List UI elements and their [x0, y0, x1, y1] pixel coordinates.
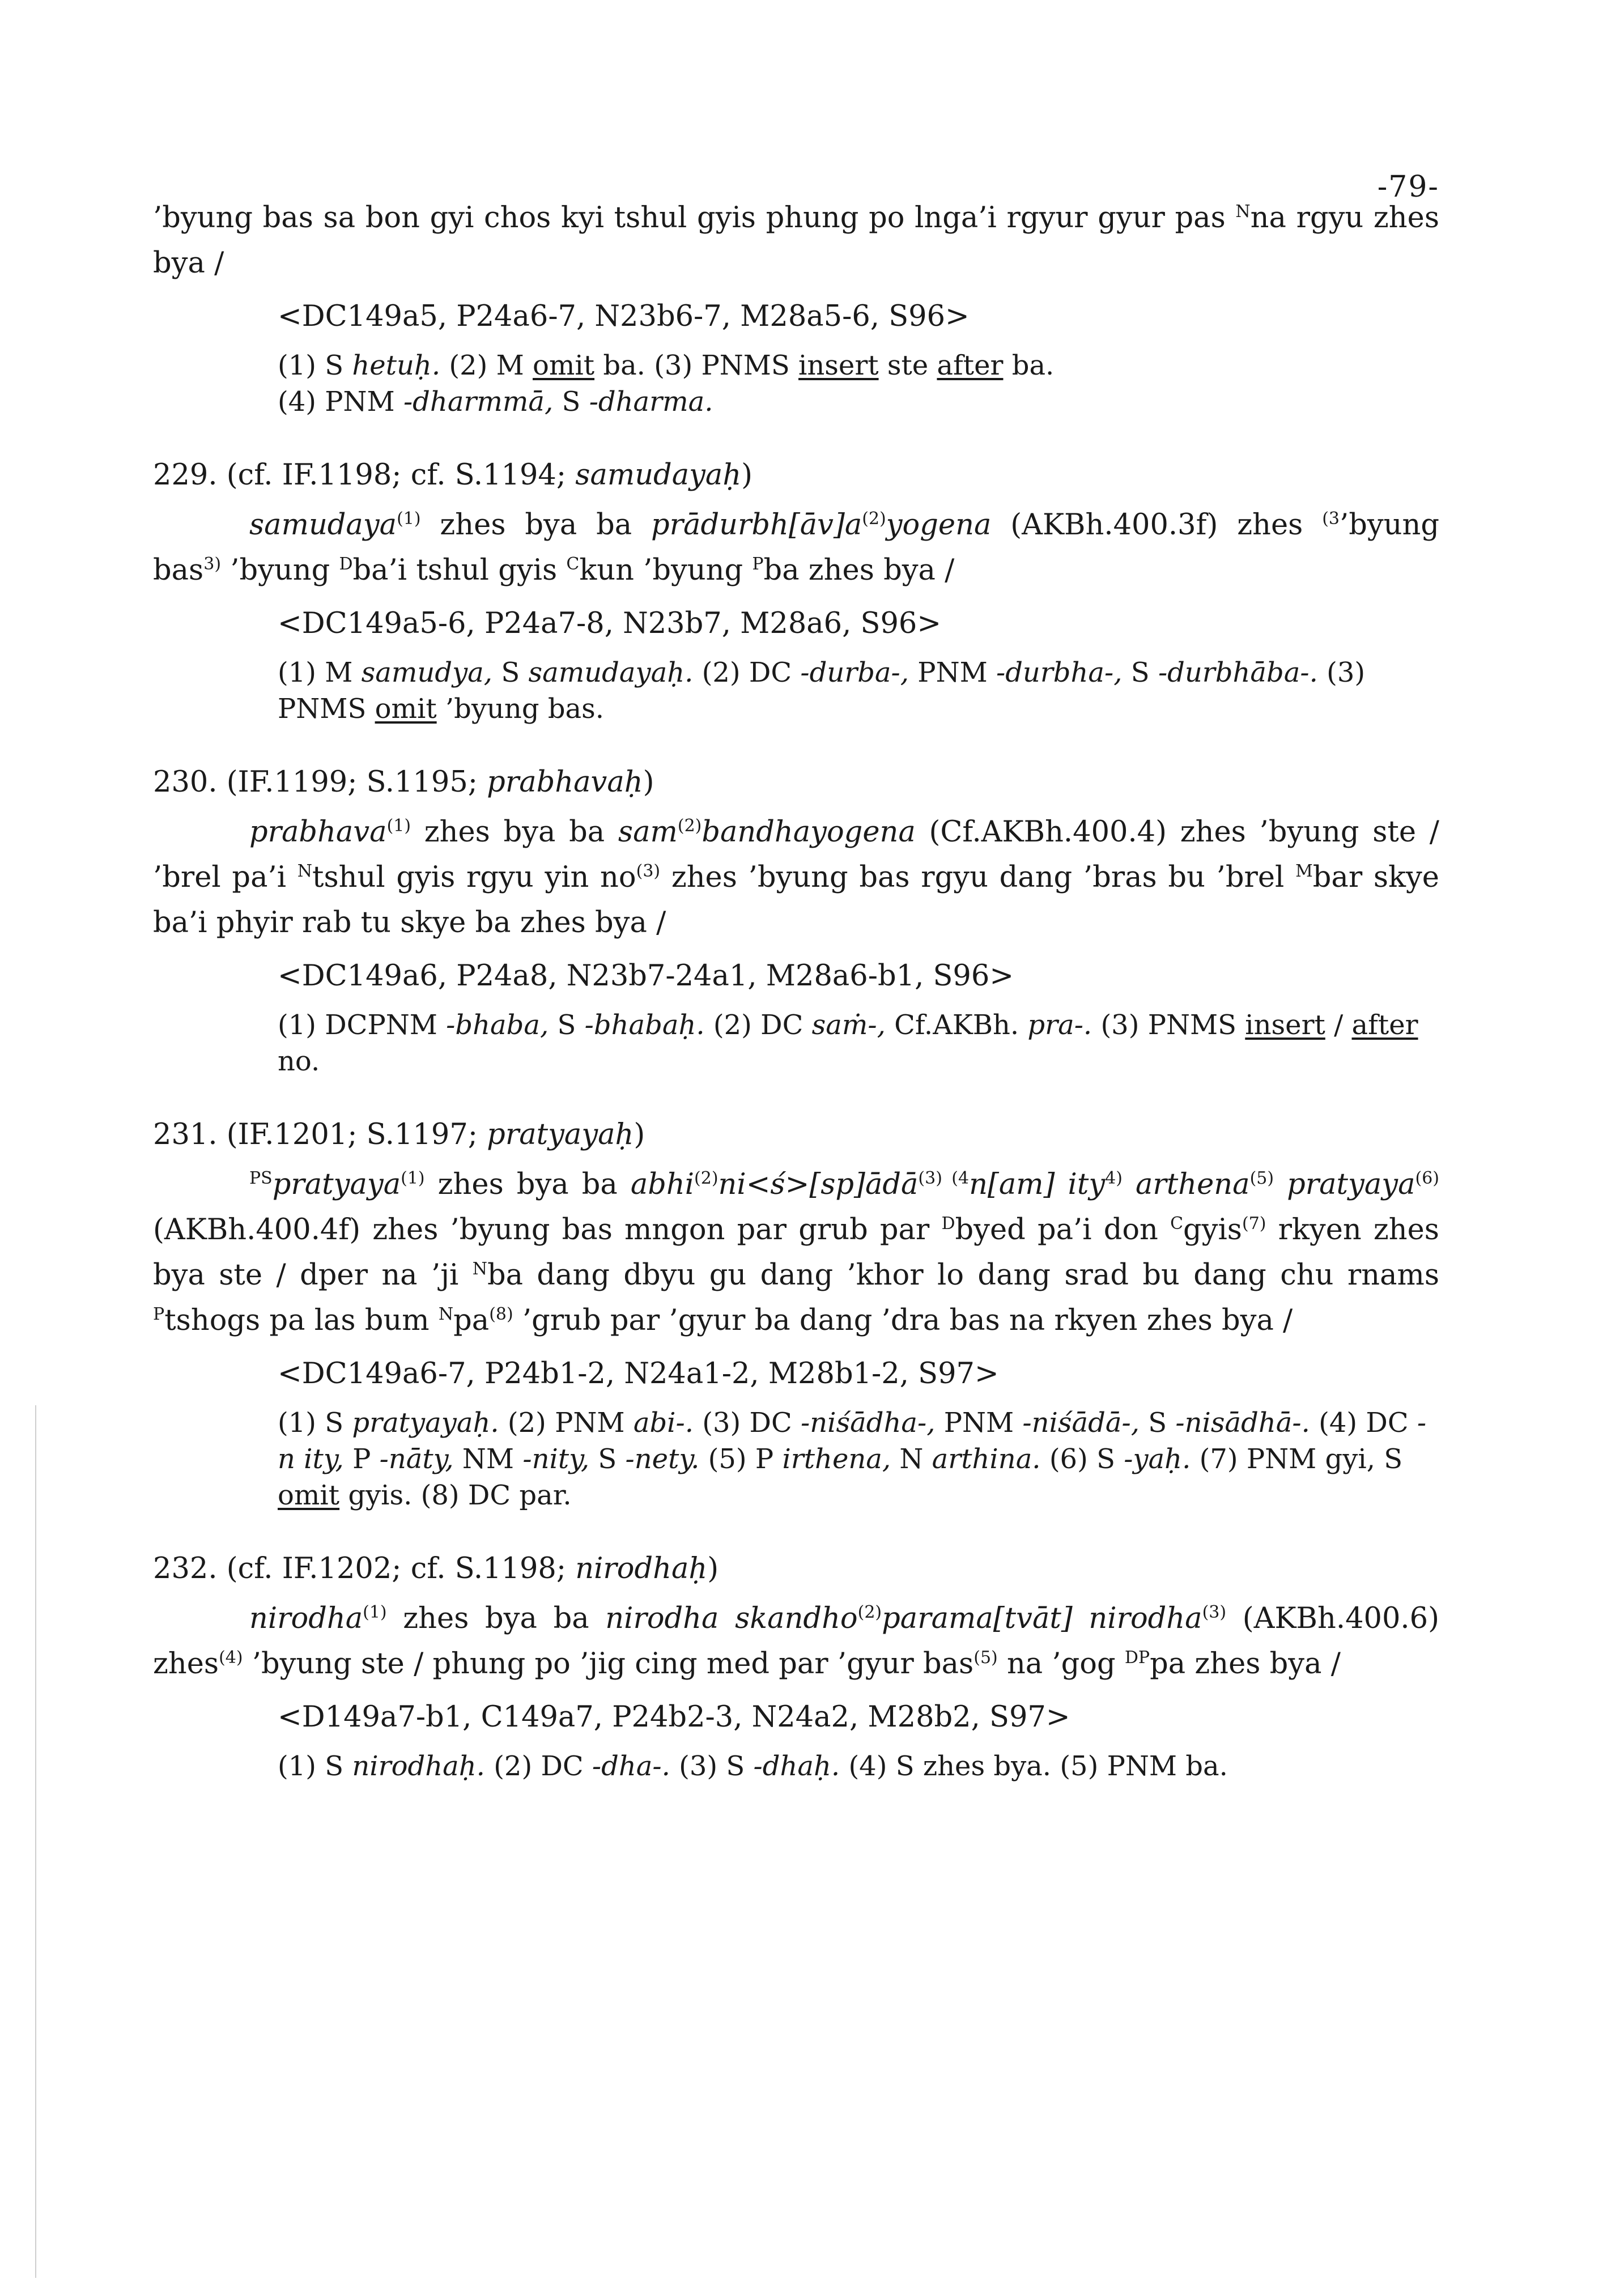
sanskrit-term: -niśādha-, — [800, 1407, 936, 1439]
text-run: na ’gog — [997, 1647, 1125, 1681]
sanskrit-term: -n ity, — [278, 1407, 1427, 1475]
ms-marker: P — [752, 554, 764, 574]
footnote-number: (2) — [694, 1168, 719, 1188]
sanskrit-term: -durbhāba-. — [1158, 657, 1318, 688]
text-run: (5) P — [708, 1443, 783, 1475]
footnote-number: (7) — [1242, 1214, 1266, 1234]
underlined-term: insert — [798, 350, 879, 381]
footnote-number: (5) — [973, 1648, 998, 1668]
footnote-number: (2) — [857, 1602, 882, 1622]
underlined-term: omit — [375, 693, 437, 725]
text-run: (8) DC par. — [412, 1479, 572, 1511]
sanskrit-term: sam — [618, 815, 678, 849]
sanskrit-term: nirodha skandho — [605, 1602, 858, 1635]
text-run: no. — [278, 1045, 320, 1077]
text-run: ’byung bas sa bon gyi chos kyi tshul gyis phung po lnga’i rgyur gyur pas — [153, 201, 1236, 235]
text-run: Cf.AKBh. — [885, 1009, 1028, 1041]
footnote-number: (3) — [636, 861, 661, 881]
text-run: (7) PNM gyi, S — [1191, 1443, 1403, 1475]
sanskrit-term: -bhaba, — [446, 1009, 549, 1041]
footnote-number: (3) — [918, 1168, 942, 1188]
ms-marker: N — [1235, 202, 1251, 222]
footnote-number: 3) — [203, 554, 222, 574]
footnote-number: (8) — [489, 1304, 513, 1324]
entry-text — [153, 1596, 1439, 1687]
underlined-term: omit — [533, 350, 595, 381]
sanskrit-term: yogena — [886, 508, 992, 542]
entry-heading — [153, 1546, 1439, 1592]
sanskrit-term: nirodhaḥ — [575, 1552, 708, 1585]
sanskrit-term: samudya, — [361, 657, 493, 688]
text-run: P — [343, 1443, 380, 1475]
ms-marker: N — [297, 861, 312, 881]
text-run: (4) PNM — [278, 386, 403, 418]
note-row — [278, 384, 1439, 420]
text-run: ba. — [1003, 350, 1055, 381]
footnote-number: (1) — [401, 1168, 425, 1188]
sanskrit-term: irthena, — [782, 1443, 891, 1475]
text-run: (3) DC — [694, 1407, 801, 1439]
text-run: (2) M — [440, 350, 533, 381]
text-run: S — [549, 1009, 585, 1041]
text-run: S — [1122, 657, 1158, 688]
sanskrit-term: samudaya — [249, 508, 397, 542]
ms-marker: P — [153, 1304, 165, 1324]
text-run: (1) DCPNM — [278, 1009, 447, 1041]
text-run: / — [1325, 1009, 1352, 1041]
note-row — [278, 347, 1439, 384]
text-run: tshogs pa las bum — [164, 1304, 439, 1337]
ms-marker: C — [1170, 1214, 1184, 1234]
ms-marker: M — [1295, 861, 1313, 881]
footnotes — [153, 1007, 1439, 1079]
sanskrit-term: -bhabaḥ. — [584, 1009, 705, 1041]
footnote-number: 4) — [1105, 1168, 1123, 1188]
footnotes — [153, 1405, 1439, 1513]
text-run: (Cf.AKBh.400.4) zhes ’byung ste / ’brel pa’i — [153, 815, 1439, 894]
text-run: NM — [453, 1443, 523, 1475]
text-run: (3) PNMS — [278, 657, 1366, 725]
sanskrit-term: pratyaya — [272, 1168, 401, 1201]
text-run: S — [589, 1443, 626, 1475]
manuscript-refs: <DC149a6, P24a8, N23b7-24a1, M28a6-b1, S96> — [278, 959, 1014, 993]
text-run: (2) DC — [704, 1009, 812, 1041]
entry-text — [153, 1162, 1439, 1343]
sanskrit-term: nirodha — [249, 1602, 363, 1635]
entry-228-continuation — [153, 195, 1439, 420]
text-run: (4) S zhes bya. — [840, 1750, 1052, 1782]
footnote-number: (1) — [363, 1602, 387, 1622]
text-run: ’byung ste / phung po ’jig cing med par ’gyur bas — [243, 1647, 974, 1681]
text-run: (AKBh.400.6) zhes — [153, 1602, 1439, 1681]
manuscript-refs: <D149a7-b1, C149a7, P24b2-3, N24a2, M28b2, S97> — [278, 1700, 1070, 1734]
text-run: (3) PNMS — [1092, 1009, 1245, 1041]
sanskrit-term: -nity, — [522, 1443, 590, 1475]
sanskrit-term: parama[tvāt] nirodha — [882, 1602, 1202, 1635]
footnotes — [153, 347, 1439, 420]
sanskrit-term: pra-. — [1027, 1009, 1092, 1041]
sanskrit-term: -dharmmā, — [403, 386, 554, 418]
manuscript-refs: <DC149a6-7, P24b1-2, N24a1-2, M28b1-2, S97> — [278, 1357, 999, 1391]
text-run: (2) DC — [484, 1750, 592, 1782]
sanskrit-term: pratyayaḥ. — [352, 1407, 499, 1439]
sanskrit-term: saṁ-, — [811, 1009, 886, 1041]
text-run: na rgyu zhes bya / — [153, 201, 1439, 280]
underlined-term: after — [937, 350, 1004, 381]
entry-heading — [153, 1112, 1439, 1158]
ms-marker: DP — [1124, 1648, 1150, 1668]
text-run: 229. (cf. IF.1198; cf. S.1194; — [153, 458, 576, 492]
sanskrit-term: n[am] ity — [969, 1168, 1106, 1201]
text-run: PNM — [909, 657, 996, 688]
footnote-number: (4) — [219, 1648, 243, 1668]
text-run: ’byung — [221, 554, 339, 587]
footnotes — [153, 1748, 1439, 1784]
text-run: (1) S — [278, 1407, 352, 1439]
ms-marker: D — [339, 554, 353, 574]
footnotes — [153, 654, 1439, 727]
text-run: (1) S — [278, 1750, 352, 1782]
entry-231 — [153, 1112, 1439, 1513]
text-run: bar skye ba’i phyir rab tu skye ba zhes bya / — [153, 861, 1439, 939]
text-run: (2) PNM — [499, 1407, 634, 1439]
ms-marker: C — [566, 554, 580, 574]
text-run: zhes bya ba — [424, 1168, 631, 1201]
footnote-number: (3 — [1322, 509, 1340, 529]
entry-heading — [153, 453, 1439, 498]
text-run: 230. (IF.1199; S.1195; — [153, 766, 487, 799]
sanskrit-term: nirodhaḥ. — [352, 1750, 485, 1782]
sanskrit-term: -dhaḥ. — [753, 1750, 840, 1782]
sanskrit-term: abi-. — [633, 1407, 694, 1439]
text-run: kun ’byung — [579, 554, 753, 587]
text-run: (1) S — [278, 350, 352, 381]
text-run: (AKBh.400.3f) zhes — [991, 508, 1323, 542]
footnote-number: (2) — [677, 816, 702, 836]
footnote-number: (3) — [1202, 1602, 1227, 1622]
sanskrit-term: hetuḥ. — [352, 350, 441, 381]
sanskrit-term: pratyaya — [1274, 1168, 1415, 1201]
footnote-number: (1) — [386, 816, 411, 836]
text-run: zhes bya ba — [386, 1602, 606, 1635]
sanskrit-term: -nāty, — [379, 1443, 454, 1475]
entry-heading — [153, 760, 1439, 805]
entry-text — [153, 503, 1439, 593]
sanskrit-term: -niśādā-, — [1022, 1407, 1140, 1439]
text-run: ba. (3) PNMS — [594, 350, 799, 381]
text-run: gyis. — [339, 1479, 413, 1511]
text-run: 231. (IF.1201; S.1197; — [153, 1118, 487, 1151]
entry-232 — [153, 1546, 1439, 1784]
sanskrit-term: -durbha-, — [996, 657, 1123, 688]
underlined-term: after — [1351, 1009, 1418, 1041]
text-run: gyis — [1183, 1213, 1242, 1247]
entry-text — [153, 195, 1439, 286]
text-run: pa — [453, 1304, 490, 1337]
underlined-term: omit — [278, 1479, 340, 1511]
text-run: 232. (cf. IF.1202; cf. S.1198; — [153, 1552, 576, 1585]
text-run: (3) S — [670, 1750, 754, 1782]
entry-text — [153, 810, 1439, 946]
text-run: ba dang dbyu gu dang ’khor lo dang srad bu dang chu rnams — [487, 1258, 1440, 1292]
text-run: ) — [741, 458, 753, 492]
footnote-number: (5) — [1249, 1168, 1274, 1188]
sanskrit-term: -yaḥ. — [1124, 1443, 1191, 1475]
text-run: zhes bya ba — [420, 508, 652, 542]
ms-marker: PS — [249, 1168, 273, 1188]
ms-marker: D — [941, 1214, 955, 1234]
sanskrit-term: prādurbh[āv]a — [651, 508, 862, 542]
footnote-number: (2) — [862, 509, 886, 529]
text-run: ) — [707, 1552, 719, 1585]
text-run: S — [1139, 1407, 1176, 1439]
entry-229 — [153, 453, 1439, 727]
sanskrit-term: prabhava — [249, 815, 387, 849]
manuscript-refs: <DC149a5, P24a6-7, N23b6-7, M28a5-6, S96> — [278, 300, 970, 333]
text-run: N — [891, 1443, 932, 1475]
text-run: S — [553, 386, 589, 418]
text-run: (6) S — [1040, 1443, 1124, 1475]
sanskrit-term: abhi — [630, 1168, 695, 1201]
manuscript-refs: <DC149a5-6, P24a7-8, N23b7, M28a6, S96> — [278, 607, 942, 640]
footnote-number: (6) — [1415, 1168, 1439, 1188]
text-run: byed pa’i don — [955, 1213, 1171, 1247]
sanskrit-term: bandhayogena — [702, 815, 916, 849]
sanskrit-term: samudayaḥ. — [528, 657, 694, 688]
text-run: ) — [643, 766, 654, 799]
text-run: ) — [634, 1118, 645, 1151]
text-run: PNM — [935, 1407, 1023, 1439]
text-run: rkyen zhes bya ste / dper na ’ji — [153, 1213, 1439, 1292]
sanskrit-term: arthena — [1122, 1168, 1250, 1201]
sanskrit-term: pratyayaḥ — [487, 1118, 634, 1151]
sanskrit-term: prabhavaḥ — [487, 766, 643, 799]
footnote-number: (4 — [942, 1168, 970, 1188]
text-run: (4) DC — [1310, 1407, 1417, 1439]
text-run: pa zhes bya / — [1150, 1647, 1341, 1681]
text-run: S — [492, 657, 529, 688]
ms-marker: N — [472, 1259, 487, 1279]
text-run: ba zhes bya / — [763, 554, 955, 587]
text-run: (1) M — [278, 657, 362, 688]
text-run: zhes ’byung bas rgyu dang ’bras bu ’brel — [660, 861, 1296, 894]
text-run: ste — [878, 350, 937, 381]
text-run: tshul gyis rgyu yin no — [312, 861, 636, 894]
text-run: (AKBh.400.4f) zhes ’byung bas mngon par grub par — [153, 1213, 942, 1247]
page-content — [153, 195, 1439, 1817]
sanskrit-term: -dharma. — [589, 386, 713, 418]
underlined-term: insert — [1245, 1009, 1325, 1041]
text-run: ’grub par ’gyur ba dang ’dra bas na rkyen zhes bya / — [513, 1304, 1293, 1337]
sanskrit-term: -nety. — [625, 1443, 700, 1475]
sanskrit-term: samudayaḥ — [575, 458, 742, 492]
sanskrit-term: arthina. — [932, 1443, 1041, 1475]
page-number: -79- — [1377, 170, 1439, 204]
text-run: zhes bya ba — [411, 815, 618, 849]
scan-margin-line — [35, 1405, 36, 2278]
sanskrit-term: -dha-. — [592, 1750, 670, 1782]
sanskrit-term: -durba-, — [800, 657, 909, 688]
ms-marker: N — [438, 1304, 454, 1324]
text-run: ’byung bas. — [436, 693, 605, 725]
text-run: (2) DC — [693, 657, 801, 688]
text-run: ba’i tshul gyis — [352, 554, 567, 587]
text-run: (5) PNM ba. — [1051, 1750, 1228, 1782]
sanskrit-term: -nisādhā-. — [1175, 1407, 1310, 1439]
entry-230 — [153, 760, 1439, 1079]
sanskrit-term: ni<ś>[sp]ādā — [718, 1168, 919, 1201]
text-run: ’byung bas — [153, 508, 1439, 587]
footnote-number: (1) — [397, 509, 421, 529]
